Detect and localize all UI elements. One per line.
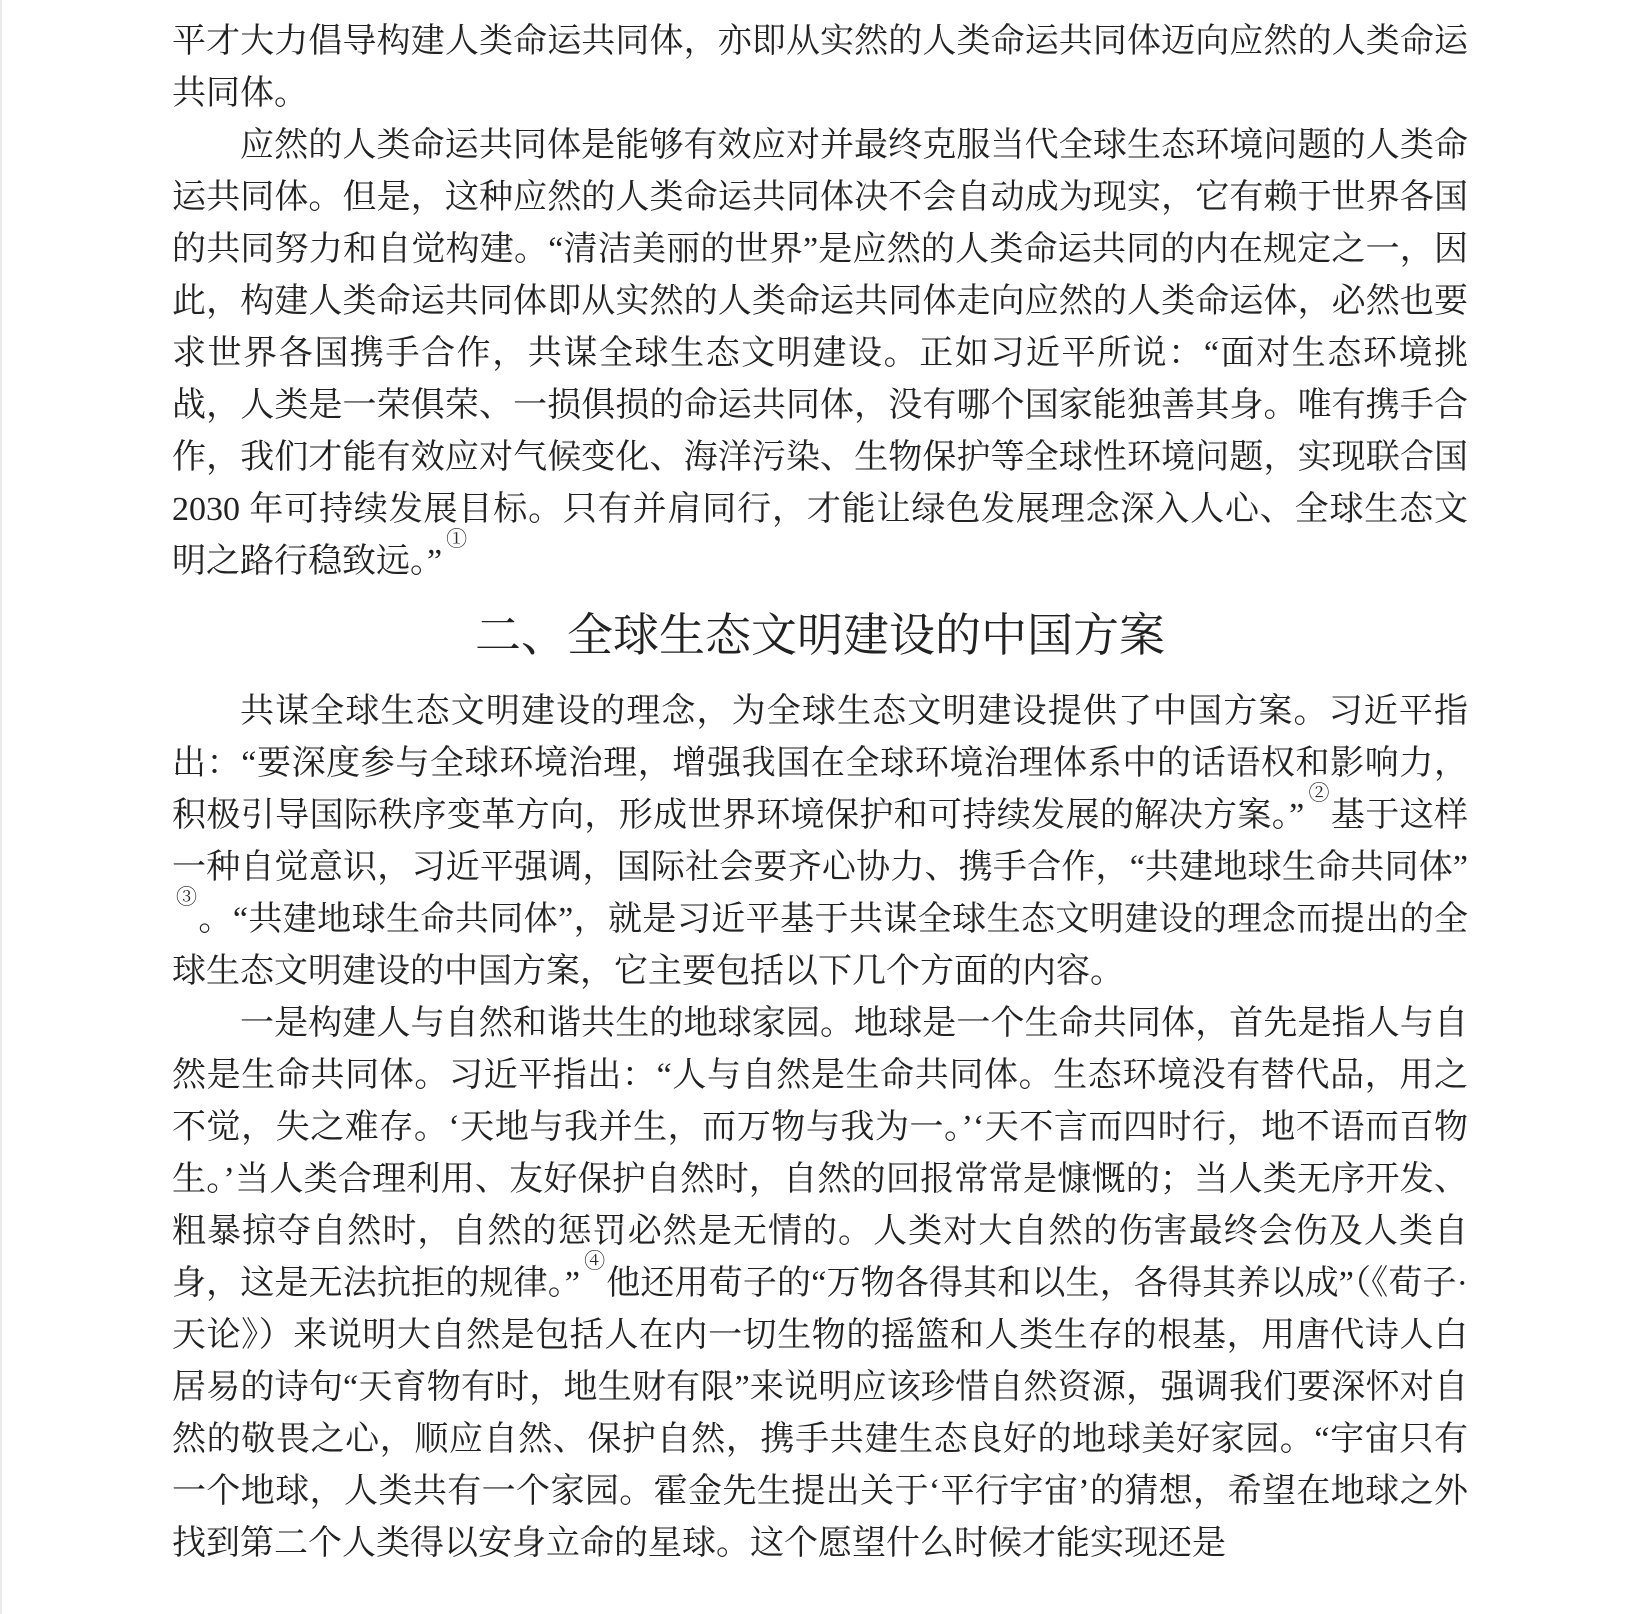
paragraph-group-after-heading [172, 686, 1468, 1570]
footnote-ref: ③ [176, 884, 198, 909]
section-heading: 二、全球生态文明建设的中国方案 [475, 610, 1165, 661]
paragraph: 一是构建人与自然和谐共生的地球家园。地球是一个生命共同体，首先是指人与自然是生命共同体。习近平指出：“人与自然是生命共同体。生态环境没有替代品，用之不觉，失之难存。‘天地与我并生，而万物与我为一。’‘天不言而四时行，地不语而百物生。’当人类合理利用、友好保护自然时，自然的回报常常是慷慨的；当人类无序开发、粗暴掠夺自然时，自然的惩罚必然是无情的。人类对大自然的伤害最终会伤及人类自身，这是无法抗拒的规律。”④他还用荀子的“万物各得其和以生，各得其养以成”（《荀子·天论》）来说明大自然是包括人在内一切生物的摇篮和人类生存的根基，用唐代诗人白居易的诗句“天育物有时，地生财有限”来说明应该珍惜自然资源，强调我们要深怀对自然的敬畏之心，顺应自然、保护自然，携手共建生态良好的地球美好家园。“宇宙只有一个地球，人类共有一个家园。霍金先生提出关于‘平行宇宙’的猜想，希望在地球之外找到第二个人类得以安身立命的星球。这个愿望什么时候才能实现还是 [172, 1005, 1468, 1562]
paragraph: 应然的人类命运共同体是能够有效应对并最终克服当代全球生态环境问题的人类命运共同体。但是，这种应然的人类命运共同体决不会自动成为现实，它有赖于世界各国的共同努力和自觉构建。“清洁美丽的世界”是应然的人类命运共同的内在规定之一，因此，构建人类命运共同体即从实然的人类命运共同体走向应然的人类命运体，必然也要求世界各国携手合作，共谋全球生态文明建设。正如习近平所说：“面对生态环境挑战，人类是一荣俱荣、一损俱损的命运共同体，没有哪个国家能独善其身。唯有携手合作，我们才能有效应对气候变化、海洋污染、生物保护等全球性环境问题，实现联合国 2030 年可持续发展目标。只有并肩同行，才能让绿色发展理念深入人心、全球生态文明之路行稳致远。”① [172, 127, 1468, 580]
paragraph: 共谋全球生态文明建设的理念，为全球生态文明建设提供了中国方案。习近平指出：“要深度参与全球环境治理，增强我国在全球环境治理体系中的话语权和影响力，积极引导国际秩序变革方向，形成世界环境保护和可持续发展的解决方案。”②基于这样一种自觉意识，习近平强调，国际社会要齐心协力、携手合作，“共建地球生命共同体”③。“共建地球生命共同体”，就是习近平基于共谋全球生态文明建设的理念而提出的全球生态文明建设的中国方案，它主要包括以下几个方面的内容。 [172, 693, 1469, 990]
footnote-ref: ④ [583, 1248, 606, 1273]
paragraph-group-before-heading [172, 16, 1468, 588]
text-column [172, 0, 1468, 1570]
footnote-ref: ① [446, 526, 468, 551]
footnote-ref: ② [1308, 780, 1330, 805]
scan-edge-artifact [0, 0, 2, 1614]
paragraph: 平才大力倡导构建人类命运共同体，亦即从实然的人类命运共同体迈向应然的人类命运共同体。 [172, 23, 1468, 112]
